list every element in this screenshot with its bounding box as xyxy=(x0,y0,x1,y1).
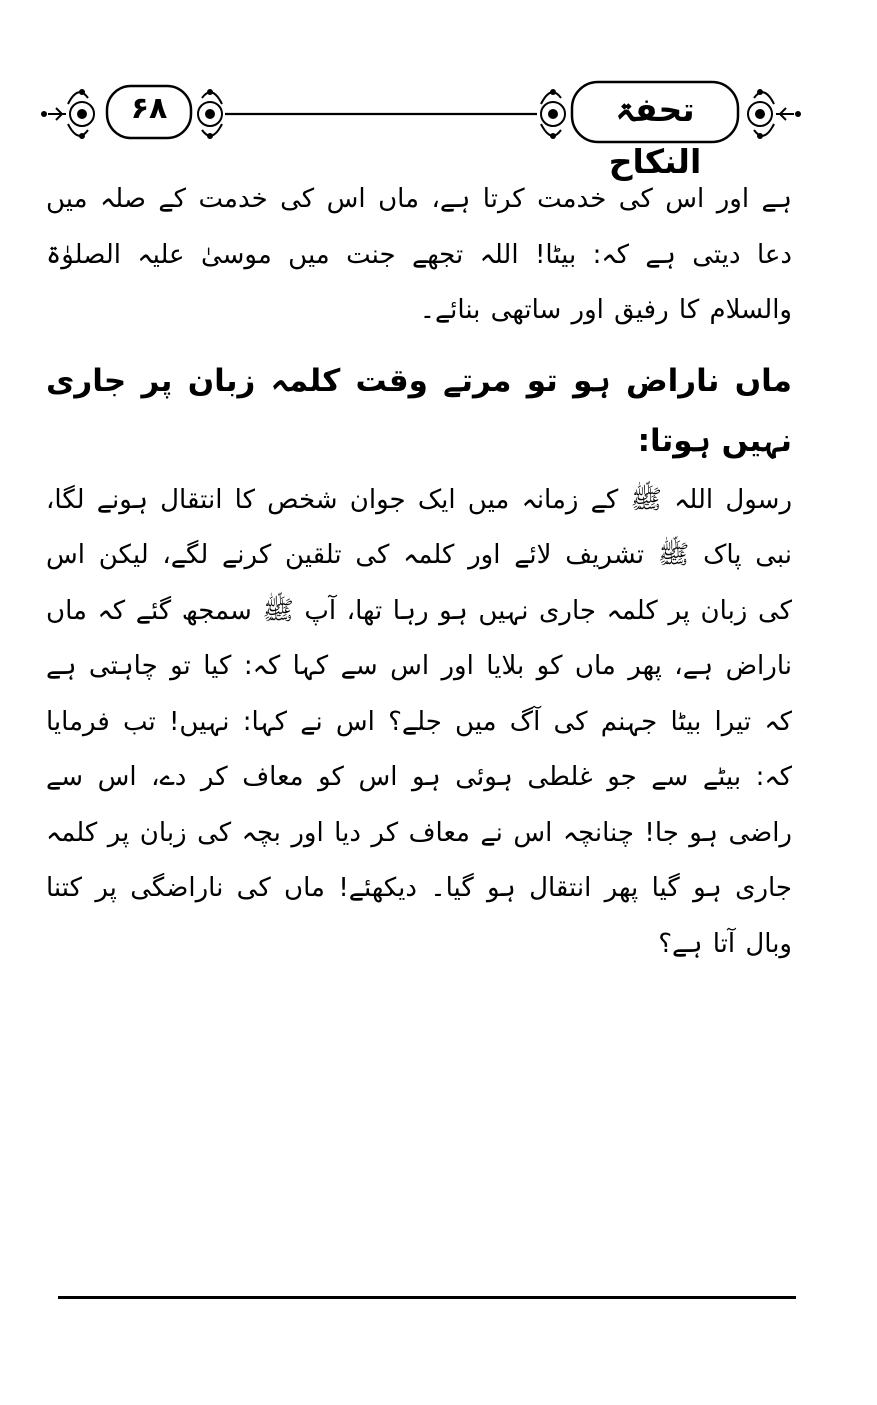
page-body xyxy=(46,172,792,972)
body-paragraph: ہے اور اس کی خدمت کرتا ہے، ماں اس کی خدمت کے صلہ میں دعا دیتی ہے کہ: بیٹا! اللہ تجھے جنت میں موسیٰ علیہ الصلوٰۃ والسلام کا رفیق اور ساتھی بنائے۔ xyxy=(46,184,792,325)
floral-rosette-icon xyxy=(198,89,222,139)
floral-rosette-icon xyxy=(41,89,94,139)
page-number: ۶۸ xyxy=(130,91,168,126)
page-header xyxy=(0,70,877,181)
footer-rule xyxy=(58,1296,796,1299)
running-title: تحفۃ النکاح xyxy=(608,90,702,181)
floral-rosette-icon xyxy=(541,89,565,139)
section-heading: ماں ناراض ہو تو مرتے وقت کلمہ زبان پر جاری نہیں ہوتا: xyxy=(46,362,792,459)
body-paragraph: رسول اللہ ﷺ کے زمانہ میں ایک جوان شخص کا انتقال ہونے لگا، نبی پاک ﷺ تشریف لائے اور کلمہ کی تلقین کرنے لگے، لیکن اس کی زبان پر کلمہ جاری نہیں ہو رہا تھا، آپ ﷺ سمجھ گئے کہ ماں ناراض ہے، پھر ماں کو بلایا اور اس سے کہا کہ: کیا تو چاہتی ہے کہ تیرا بیٹا جہنم کی آگ میں جلے؟ اس نے کہا: نہیں! تب فرمایا کہ: بیٹے سے جو غلطی ہوئی ہو اس کو معاف کر دے، اس سے راضی ہو جا! چنانچہ اس نے معاف کر دیا اور بچہ کی زبان پر کلمہ جاری ہو گیا پھر انتقال ہو گیا۔ دیکھئے! ماں کی ناراضگی پر کتنا وبال آتا ہے؟ xyxy=(46,484,792,959)
floral-rosette-icon xyxy=(748,89,801,139)
